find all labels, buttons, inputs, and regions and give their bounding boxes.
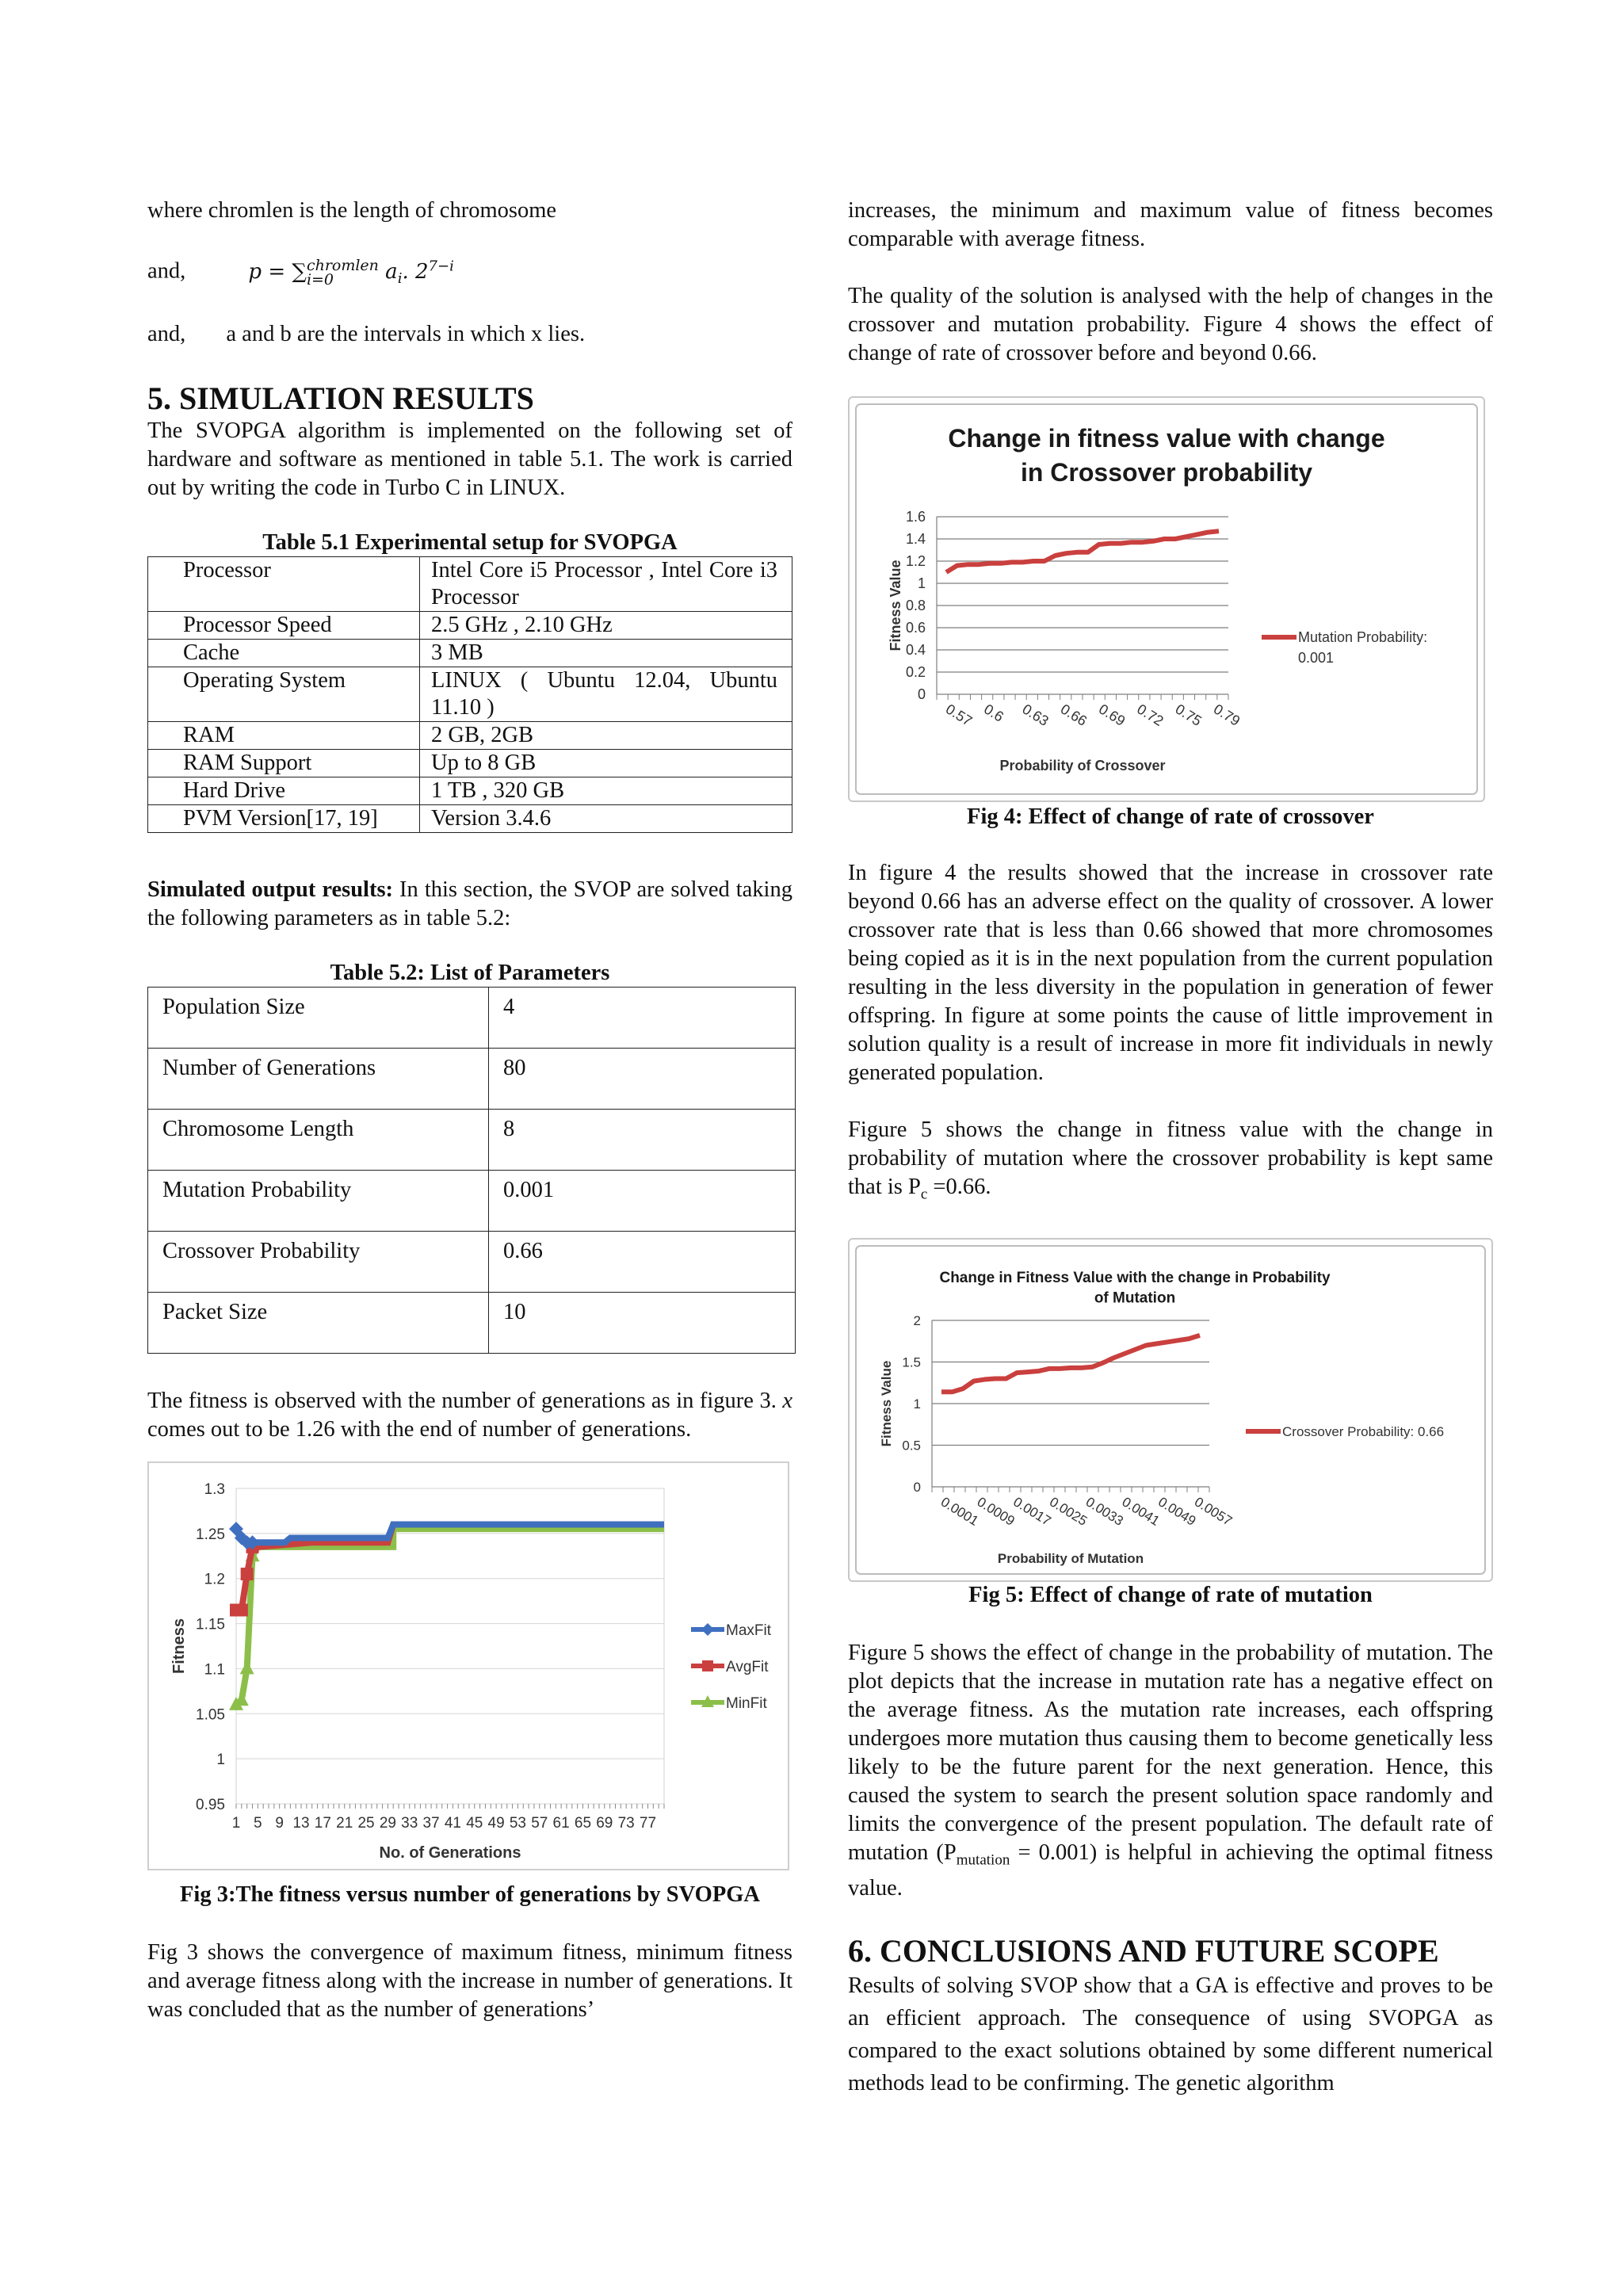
x-axis-label: No. of Generations xyxy=(379,1843,521,1862)
y-tick-label: 1.4 xyxy=(905,531,926,547)
y-tick-label: 0.2 xyxy=(905,664,926,680)
y-tick-label: 1.2 xyxy=(204,1571,225,1588)
x-tick-label: 0.0041 xyxy=(1119,1493,1163,1529)
x-tick-label: 0.0049 xyxy=(1155,1493,1199,1529)
paragraph: Results of solving SVOP show that a GA is effective and proves to be an efficient approach. The consequence of using SVOPGA as compared to the exact solutions obtained by some different numerical methods lead to be confirming. The genetic algorithm xyxy=(848,1973,1493,2096)
x-tick-label: 61 xyxy=(552,1814,570,1832)
text-run: Figure 5 shows the effect of change in the probability of mutation. The plot depicts that the increase in mutation rate has a negative effect on the average fitness. As the mutation rate increases, each offspring undergoes more mutation thus causing them to become genetically less likely to be the future parent for the next generation. Hence, this caused the system to search the present solution space randomly and limits the convergence of the present population. The default rate of mutation (P xyxy=(848,1640,1493,1865)
text-run: =0.66. xyxy=(927,1175,991,1199)
chart-title: Change in fitness value with change xyxy=(948,424,1385,453)
x-tick-label: 0.0025 xyxy=(1047,1493,1090,1529)
table-cell-value: 2 GB, 2GB xyxy=(420,721,792,749)
equation-exp: 7−i xyxy=(428,258,454,274)
paragraph: Fig 3 shows the convergence of maximum fitness, minimum fitness and average fitness along with the increase in number of generations. It was concluded that as the number of generations’ xyxy=(147,1939,792,2022)
table-5-2-caption: Table 5.2: List of Parameters xyxy=(330,960,610,985)
table-row xyxy=(148,1292,796,1353)
equation-two: . 2 xyxy=(402,259,429,284)
table-cell-label: PVM Version[17, 19] xyxy=(148,804,420,832)
table-row xyxy=(148,611,792,639)
x-tick-label: 37 xyxy=(422,1814,440,1832)
italic-x: x xyxy=(782,1388,792,1413)
fig5-chart xyxy=(850,1240,1491,1580)
table-cell-label: RAM xyxy=(148,721,420,749)
equation-line xyxy=(147,252,792,293)
text-run: Figure 5 shows the change in fitness value with the change in probability of mutation where the crossover probability is kept same that is P xyxy=(848,1117,1493,1199)
x-axis-label: Probability of Crossover xyxy=(999,758,1166,774)
x-tick-label: 0.0001 xyxy=(938,1493,982,1529)
table-cell-value: Up to 8 GB xyxy=(420,749,792,777)
bold-lead: Simulated output results: xyxy=(147,877,394,902)
y-tick-label: 1.15 xyxy=(196,1616,225,1633)
y-tick-label: 1 xyxy=(216,1751,225,1768)
table-row xyxy=(148,721,792,749)
paragraph xyxy=(147,1387,792,1444)
x-tick-label: 33 xyxy=(401,1814,418,1832)
x-tick-label: 13 xyxy=(292,1814,310,1832)
paragraph xyxy=(848,1116,1493,1209)
equation-sup: chromlen xyxy=(306,256,379,274)
table-cell-label: Number of Generations xyxy=(148,1048,489,1109)
y-tick-label: 1.2 xyxy=(905,553,926,569)
equation-sum: p = ∑ xyxy=(248,259,307,284)
marker-avgfit xyxy=(241,1568,254,1580)
x-tick-label: 0.69 xyxy=(1096,701,1128,729)
table-row xyxy=(148,987,796,1048)
table-row xyxy=(148,1170,796,1231)
table-cell-label: Operating System xyxy=(148,667,420,721)
y-axis-label: Fitness Value xyxy=(879,1360,894,1447)
fig4-caption: Fig 4: Effect of change of rate of crossover xyxy=(967,804,1374,829)
x-tick-label: 0.79 xyxy=(1210,701,1243,729)
section-5-heading: 5. SIMULATION RESULTS xyxy=(147,380,534,416)
fig5-caption: Fig 5: Effect of change of rate of mutation xyxy=(968,1582,1373,1607)
y-tick-label: 0.4 xyxy=(905,642,926,658)
x-tick-label: 41 xyxy=(444,1814,461,1832)
table-cell-value: 1 TB , 320 GB xyxy=(420,777,792,804)
x-tick-label: 49 xyxy=(487,1814,505,1832)
table-cell-value: LINUX ( Ubuntu 12.04, Ubuntu 11.10 ) xyxy=(420,667,792,721)
y-tick-label: 1.25 xyxy=(196,1526,225,1543)
x-tick-label: 69 xyxy=(596,1814,613,1832)
fig5-chart-container xyxy=(848,1238,1493,1582)
x-tick-label: 0.0009 xyxy=(974,1493,1018,1529)
x-tick-label: 21 xyxy=(336,1814,353,1832)
x-tick-label: 45 xyxy=(466,1814,483,1832)
paragraph: In figure 4 the results showed that the increase in crossover rate beyond 0.66 has an adverse effect on the quality of crossover. A lower crossover rate that is less than 0.66 showed that more chromosomes being copied as it is in the next population from the current population resulting in the less diversity in the population in generation of fewer offspring. In figure at some points the cause of little improvement in solution quality is a result of increase in more fit individuals in newly generated population. xyxy=(848,861,1493,1085)
table-cell-label: Chromosome Length xyxy=(148,1109,489,1170)
legend-label: MaxFit xyxy=(726,1622,771,1639)
text-run: The fitness is observed with the number of generations as in figure 3. xyxy=(147,1388,783,1413)
y-axis-label: Fitness xyxy=(170,1618,188,1674)
chart-title: of Mutation xyxy=(1094,1289,1176,1307)
paragraph: The quality of the solution is analysed with the help of changes in the crossover and mutation probability. Figure 4 shows the effect of change of rate of crossover before and beyond 0.66. xyxy=(848,284,1493,365)
table-row xyxy=(148,1109,796,1170)
chart-title: Change in Fitness Value with the change in Probability xyxy=(939,1269,1331,1286)
fig3-chart-container xyxy=(147,1461,789,1870)
x-tick-label: 29 xyxy=(379,1814,396,1832)
y-tick-label: 0.8 xyxy=(905,598,926,613)
x-tick-label: 0.75 xyxy=(1172,701,1205,729)
table-row xyxy=(148,804,792,832)
subscript: mutation xyxy=(956,1851,1010,1869)
legend-label: Mutation Probability: xyxy=(1298,629,1428,645)
y-tick-label: 1 xyxy=(917,575,926,591)
table-cell-value: 0.66 xyxy=(489,1231,796,1292)
legend-label: Crossover Probability: 0.66 xyxy=(1282,1423,1445,1439)
table-cell-value: Intel Core i5 Processor , Intel Core i3 Processor xyxy=(420,556,792,611)
section-6-heading: 6. CONCLUSIONS AND FUTURE SCOPE xyxy=(848,1933,1439,1969)
x-axis-label: Probability of Mutation xyxy=(997,1550,1144,1566)
table-cell-label: Cache xyxy=(148,639,420,667)
y-tick-label: 1 xyxy=(913,1396,921,1412)
intervals-label: and, xyxy=(147,321,186,346)
table-5-1-caption: Table 5.1 Experimental setup for SVOPGA xyxy=(262,529,678,555)
equation xyxy=(248,256,454,288)
legend-label: 0.001 xyxy=(1298,650,1335,666)
y-tick-label: 0.6 xyxy=(905,620,926,636)
paragraph: where chromlen is the length of chromosome xyxy=(147,198,557,223)
table-cell-label: Population Size xyxy=(148,987,489,1048)
table-row xyxy=(148,1048,796,1109)
table-cell-value: 2.5 GHz , 2.10 GHz xyxy=(420,611,792,639)
equation-label: and, xyxy=(147,258,186,284)
table-5-1 xyxy=(147,556,792,833)
y-tick-label: 1.05 xyxy=(196,1706,225,1724)
paragraph xyxy=(147,876,792,933)
left-column xyxy=(147,197,792,2024)
x-tick-label: 57 xyxy=(531,1814,548,1832)
fig3-chart xyxy=(149,1463,788,1869)
table-cell-label: RAM Support xyxy=(148,749,420,777)
y-tick-label: 0 xyxy=(913,1479,921,1495)
y-tick-label: 0 xyxy=(917,686,926,702)
x-tick-label: 77 xyxy=(639,1814,657,1832)
x-tick-label: 0.0033 xyxy=(1083,1493,1126,1529)
table-row xyxy=(148,777,792,804)
subscript: c xyxy=(920,1186,928,1203)
x-tick-label: 0.0057 xyxy=(1191,1493,1235,1529)
y-tick-label: 0.5 xyxy=(902,1438,921,1454)
table-row xyxy=(148,556,792,611)
legend-label: MinFit xyxy=(726,1694,767,1712)
x-tick-label: 17 xyxy=(314,1814,331,1832)
paragraph: The SVOPGA algorithm is implemented on the following set of hardware and software as mentioned in table 5.1. The work is carried out by writing the code in Turbo C in LINUX. xyxy=(147,418,792,500)
x-tick-label: 0.6 xyxy=(981,701,1006,725)
table-cell-label: Crossover Probability xyxy=(148,1231,489,1292)
y-tick-label: 1.3 xyxy=(204,1480,225,1498)
legend-marker xyxy=(701,1623,714,1636)
equation-i: i xyxy=(397,269,403,287)
table-cell-value: 8 xyxy=(489,1109,796,1170)
equation-a: a xyxy=(378,259,398,284)
table-5-2 xyxy=(147,987,796,1354)
table-cell-label: Mutation Probability xyxy=(148,1170,489,1231)
x-tick-label: 25 xyxy=(357,1814,375,1832)
y-tick-label: 1.1 xyxy=(204,1661,225,1679)
fig4-chart xyxy=(850,398,1484,800)
x-tick-label: 53 xyxy=(509,1814,527,1832)
table-cell-value: 3 MB xyxy=(420,639,792,667)
paragraph: increases, the minimum and maximum value of fitness becomes comparable with average fitness. xyxy=(848,198,1493,251)
x-tick-label: 0.63 xyxy=(1019,701,1052,729)
right-column xyxy=(848,197,1493,2099)
table-cell-label: Processor Speed xyxy=(148,611,420,639)
table-cell-label: Packet Size xyxy=(148,1292,489,1353)
table-row xyxy=(148,749,792,777)
table-cell-value: 80 xyxy=(489,1048,796,1109)
x-tick-label: 0.66 xyxy=(1057,701,1090,729)
text-run: = 0.001) is helpful in achieving the optimal fitness value. xyxy=(848,1839,1493,1901)
intervals-text: a and b are the intervals in which x lies. xyxy=(226,321,586,346)
x-tick-label: 0.57 xyxy=(942,701,976,729)
y-axis-label: Fitness Value xyxy=(888,560,903,651)
x-tick-label: 65 xyxy=(574,1814,592,1832)
table-cell-label: Processor xyxy=(148,556,420,611)
table-cell-label: Hard Drive xyxy=(148,777,420,804)
x-tick-label: 0.0017 xyxy=(1010,1493,1054,1529)
legend-marker xyxy=(702,1660,713,1671)
text-run: comes out to be 1.26 with the end of number of generations. xyxy=(147,1416,692,1442)
fig4-chart-container xyxy=(848,396,1485,802)
table-5-1-body xyxy=(148,556,792,832)
x-tick-label: 5 xyxy=(254,1814,262,1832)
chart-title: in Crossover probability xyxy=(1020,458,1313,487)
table-cell-value: Version 3.4.6 xyxy=(420,804,792,832)
table-row xyxy=(148,639,792,667)
table-row xyxy=(148,667,792,721)
table-cell-value: 10 xyxy=(489,1292,796,1353)
equation-sub: i=0 xyxy=(306,270,334,288)
x-tick-label: 9 xyxy=(275,1814,284,1832)
fig3-caption: Fig 3:The fitness versus number of generations by SVOPGA xyxy=(180,1881,760,1907)
y-tick-label: 2 xyxy=(913,1312,921,1328)
table-5-2-body xyxy=(148,987,796,1353)
table-cell-value: 0.001 xyxy=(489,1170,796,1231)
table-row xyxy=(148,1231,796,1292)
lead-text: In this section, the SVOP are solved taking the following parameters as in table 5.2: xyxy=(147,877,792,930)
paragraph xyxy=(848,1639,1493,1904)
x-tick-label: 73 xyxy=(617,1814,635,1832)
table-cell-value: 4 xyxy=(489,987,796,1048)
x-tick-label: 0.72 xyxy=(1134,701,1167,729)
intervals-line xyxy=(147,320,792,349)
y-tick-label: 1.6 xyxy=(905,509,926,525)
y-tick-label: 1.5 xyxy=(902,1354,921,1370)
x-tick-label: 1 xyxy=(231,1814,241,1832)
y-tick-label: 0.95 xyxy=(196,1796,225,1813)
legend-label: AvgFit xyxy=(726,1658,769,1675)
marker-avgfit xyxy=(235,1603,248,1616)
